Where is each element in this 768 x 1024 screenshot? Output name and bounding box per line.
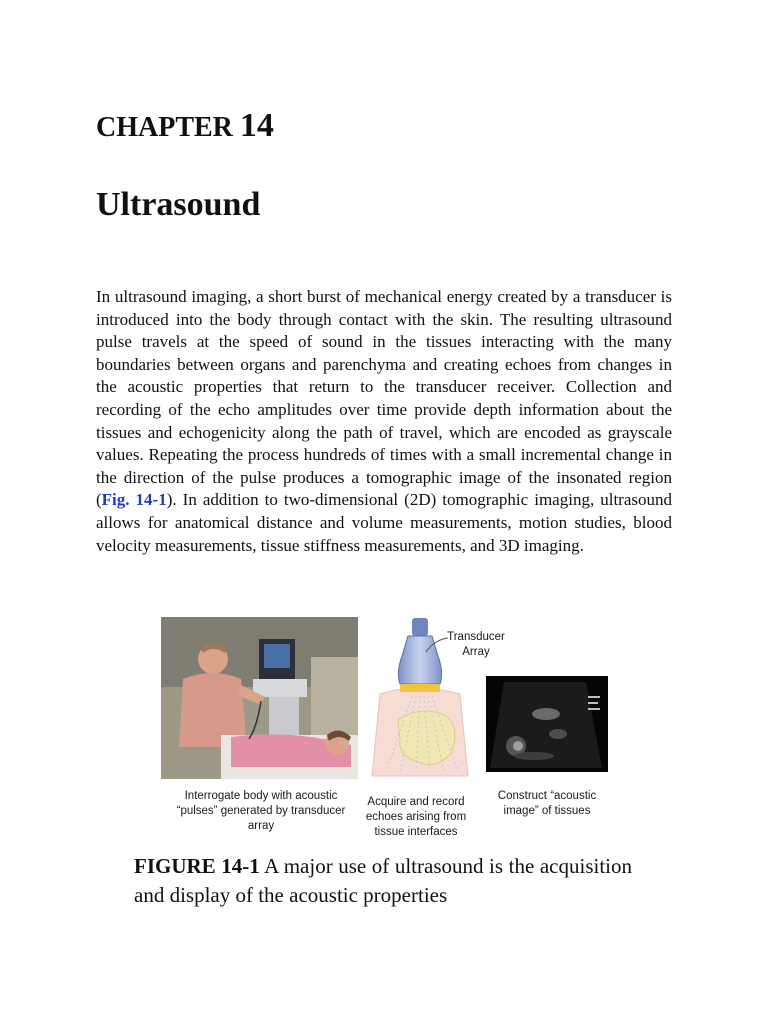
body-text-part-1: In ultrasound imaging, a short burst of mechanical energy created by a transducer is introduced into the body through contact with the skin. The resulting ultrasound pulse travels at the speed of sound in the tissues interacting with the many boundaries between organs and parenchyma and creating echoes from changes in the acoustic properties that return to the transducer receiver. Collection and recording of the echo amplitudes over time provide depth information about the tissues and echogenicity along the path of travel, which are encoded as grayscale values. Repeating the process hundreds of times with a small incremental change in the direction of the pulse produces a tomographic image of the insonated region ( [96, 287, 672, 510]
ultrasound-scan-illustration [486, 676, 608, 772]
body-text-part-2: ). In addition to two-dimensional (2D) tomographic imaging, ultrasound allows for anatomical distance and volume measurements, motion studies, blood velocity measurements, tissue stiffness measurements, and 3D imaging. [96, 490, 672, 555]
caption-interrogate: Interrogate body with acoustic “pulses” generated by transducer array [176, 790, 346, 832]
chapter-label: CHAPTER [96, 112, 233, 143]
figure-caption [134, 852, 632, 910]
figure-14-1 [160, 612, 612, 844]
caption-construct: Construct “acoustic image” of tissues [497, 790, 597, 817]
transducer-array-label: Transducer Array [447, 631, 505, 658]
chapter-title: Ultrasound [96, 186, 261, 223]
figure-caption-text: A major use of ultrasound is the acquisition and display of the acoustic properties [134, 854, 632, 907]
figure-caption-label: FIGURE 14-1 [134, 854, 260, 878]
body-paragraph [96, 286, 672, 557]
ultrasound-scan-image [486, 676, 608, 772]
sonographer-illustration [161, 617, 358, 779]
sonographer-photo [161, 617, 358, 779]
chapter-number: 14 [239, 107, 274, 144]
caption-acquire: Acquire and record echoes arising from tissue interfaces [365, 796, 467, 838]
figure-reference-link[interactable]: Fig. 14-1 [101, 490, 167, 510]
chapter-heading [96, 106, 274, 148]
